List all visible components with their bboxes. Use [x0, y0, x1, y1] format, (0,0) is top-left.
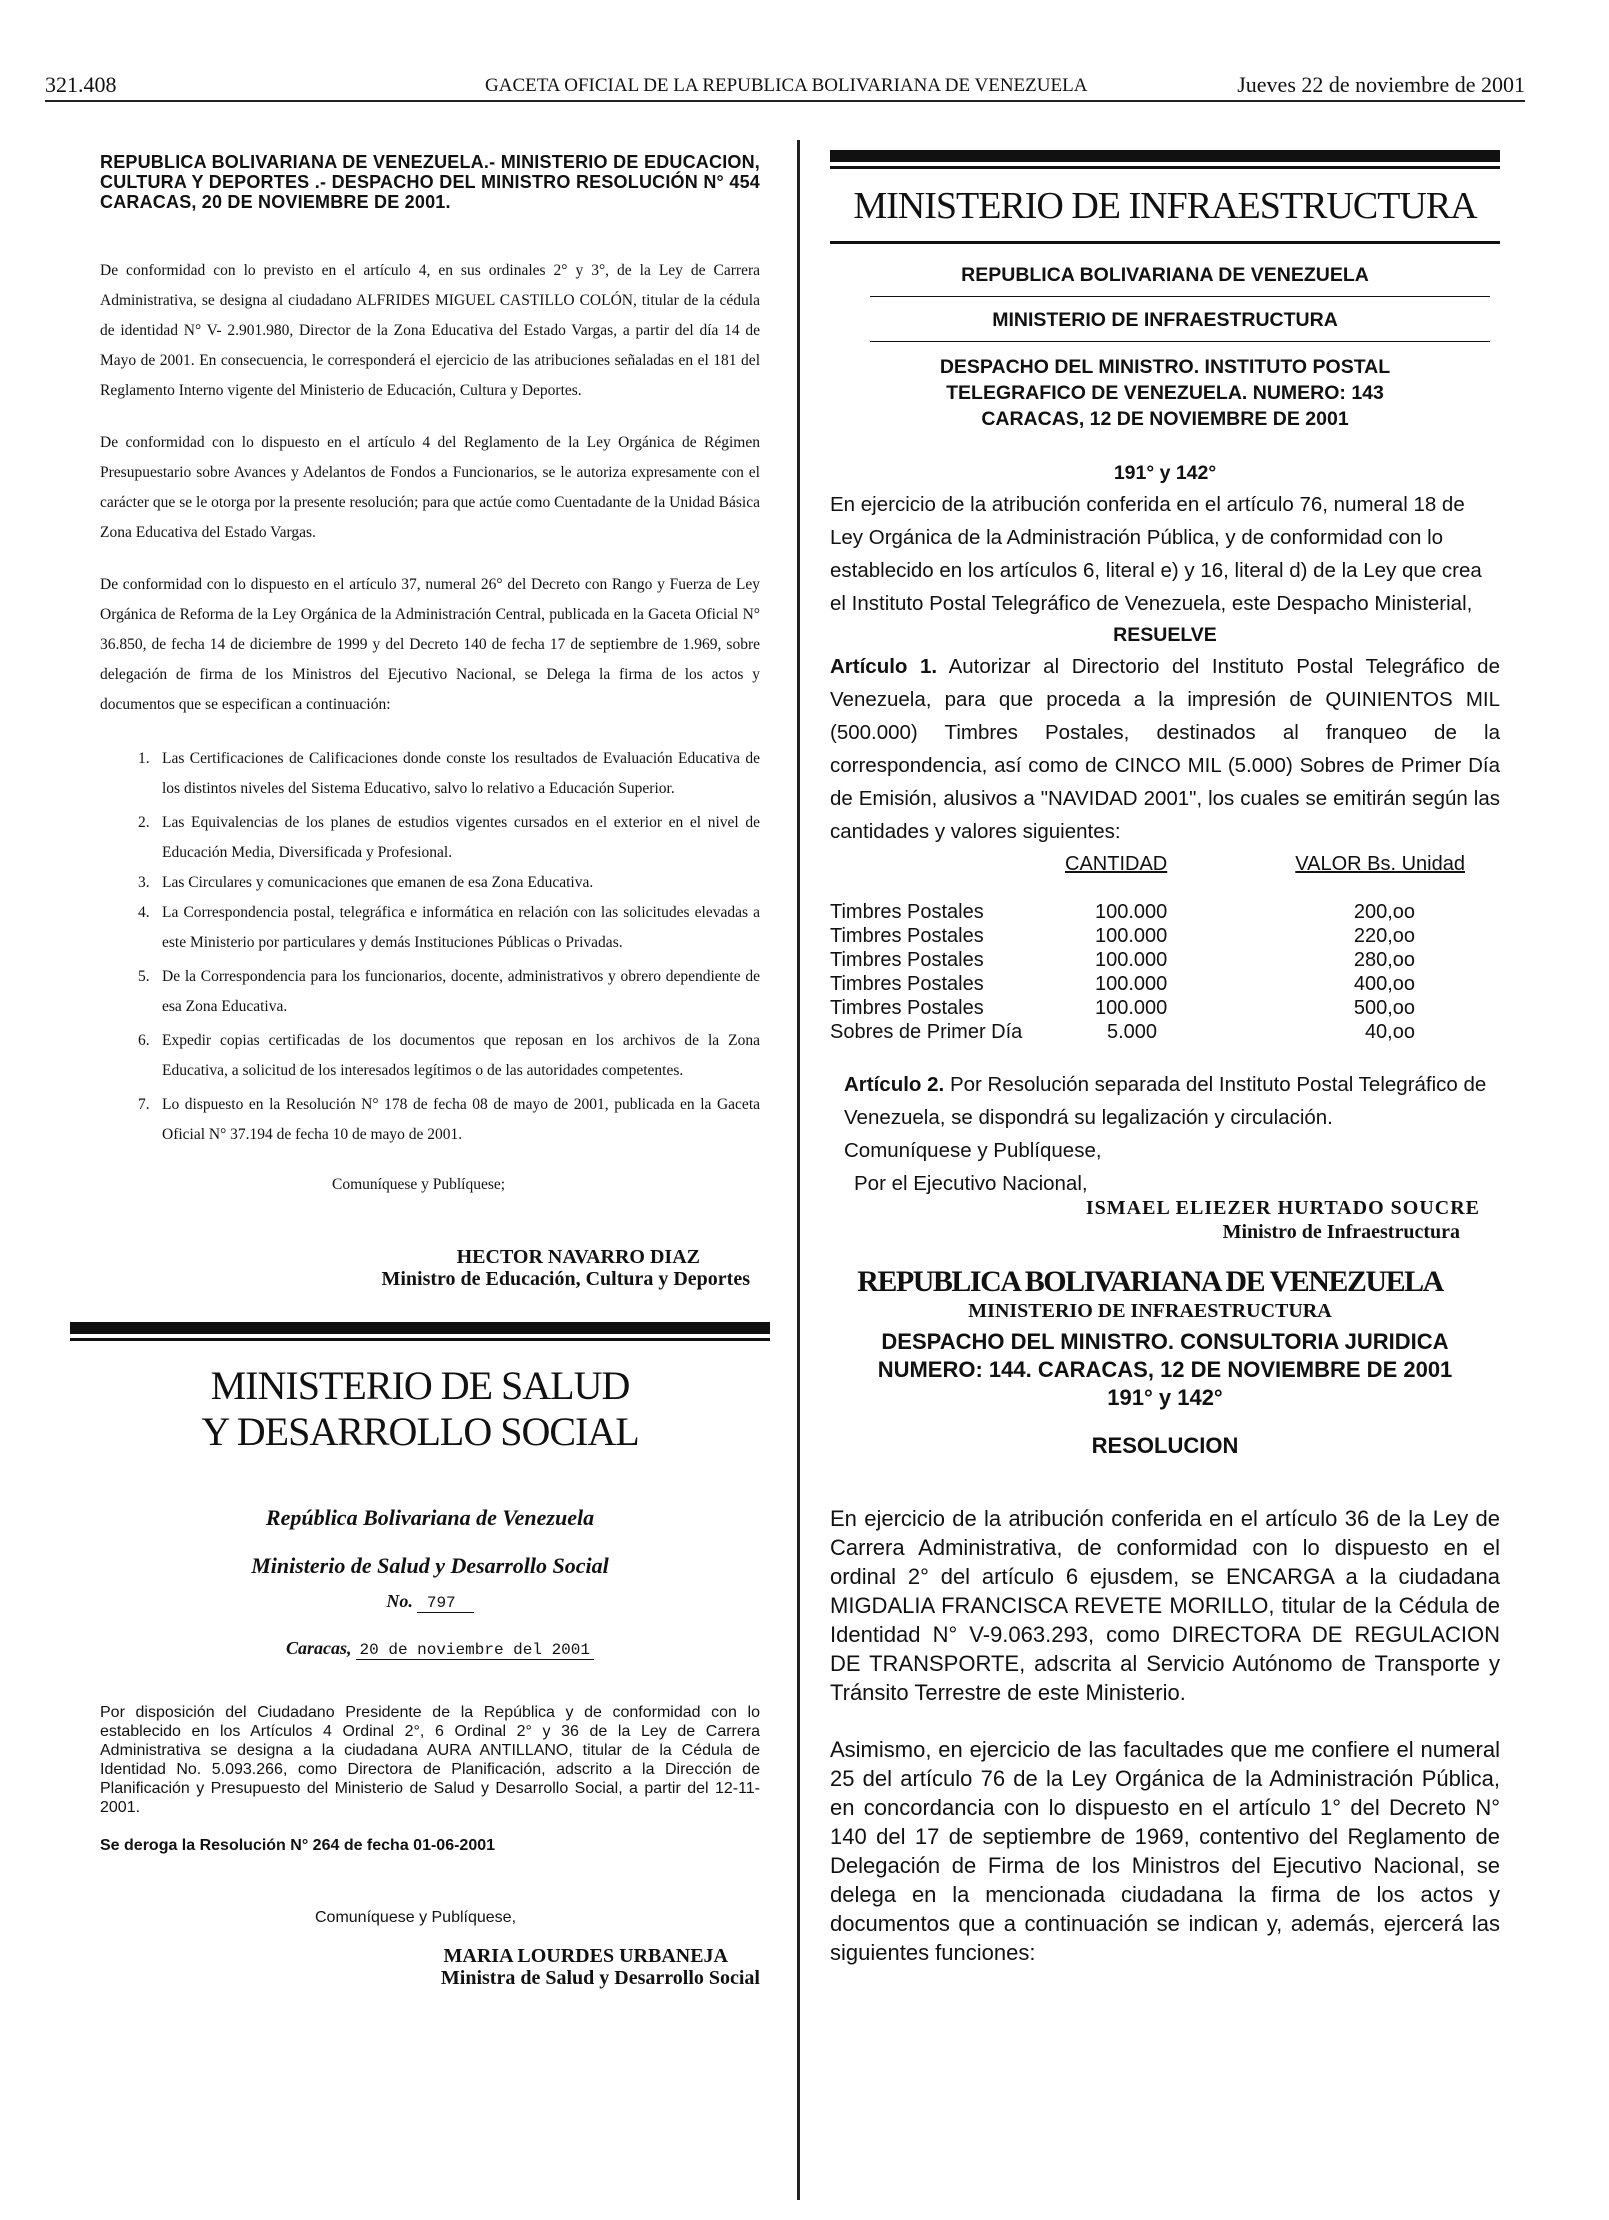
- table-row: Timbres Postales 100.000 200,oo: [830, 901, 1415, 923]
- educ-paragraph-1: De conformidad con lo previsto en el artículo 4, en sus ordinales 2° y 3°, de la Ley de Carrera Administrativa, se designa al ciudadano ALFRIDES MIGUEL CASTILLO COLÓN, titular de la cédula de identidad N° V- 2.901.980, Director de la Zona Educativa del Estado Vargas, a partir del día 14 de Mayo de 2001. En consecuencia, le corresponderá el ejercicio de las atribuciones señaladas en el 181 del Reglamento Interno vigente del Ministerio de Educación, Cultura y Deportes.: [100, 262, 760, 399]
- infra-ministry-title: MINISTERIO DE INFRAESTRUCTURA: [853, 185, 1477, 227]
- table-row: Timbres Postales 100.000 400,oo: [830, 973, 1415, 995]
- salud-paragraph-2: Se deroga la Resolución N° 264 de fecha 01-06-2001: [100, 1837, 496, 1854]
- issue-date: Jueves 22 de noviembre de 2001: [1237, 72, 1525, 97]
- infra-despacho2-line-1: DESPACHO DEL MINISTRO. CONSULTORIA JURIDICA: [881, 1329, 1449, 1354]
- list-item: 6. Expedir copias certificadas de los documentos que reposan en los archivos de la Zona Educativa, a solicitud de los interesados legítimos o de las autoridades competentes.: [138, 1032, 760, 1079]
- infra-signer-name: ISMAEL ELIEZER HURTADO SOUCRE: [1085, 1197, 1480, 1219]
- salud-script-republic: República Bolivariana de Venezuela: [265, 1505, 595, 1530]
- title-rule: [830, 241, 1500, 244]
- header-cantidad: CANTIDAD: [1065, 853, 1168, 875]
- left-column: [100, 150, 760, 1989]
- infra-ministry-2: MINISTERIO DE INFRAESTRUCTURA: [968, 1300, 1332, 1322]
- list-item: 1. Las Certificaciones de Calificaciones donde conste los resultados de Evaluación Educativa de los distintos niveles del Sistema Educativo, salvo lo relativo a Educación Superior.: [138, 750, 760, 797]
- educ-closing: Comuníquese y Publíquese;: [332, 1176, 506, 1193]
- educ-delegation-list: [100, 744, 760, 1150]
- salud-banner: [70, 1322, 770, 1455]
- infra-signature: [830, 1196, 1500, 1244]
- salud-ministry-title-1: MINISTERIO DE SALUD: [210, 1363, 630, 1408]
- infra-years-2: 191° y 142°: [1107, 1385, 1223, 1410]
- infra-republic: REPUBLICA BOLIVARIANA DE VENEZUELA: [961, 264, 1369, 286]
- infra-resolucion: RESOLUCION: [1091, 1433, 1239, 1458]
- table-row: Timbres Postales 100.000 280,oo: [830, 949, 1415, 971]
- salud-date-line: [100, 1638, 760, 1659]
- banner-thick-rule: [70, 1322, 770, 1334]
- column-divider: [797, 140, 800, 2200]
- salud-letterhead: [100, 1505, 760, 1659]
- salud-ministry-title-2: Y DESARROLLO SOCIAL: [201, 1409, 639, 1454]
- salud-script-ministry: Ministerio de Salud y Desarrollo Social: [251, 1553, 609, 1578]
- salud-paragraph-1: Por disposición del Ciudadano Presidente de la República y de conformidad con lo establecido en los Artículos 4 Ordinal 2°, 6 Ordinal 2° y 36 de la Ley de Carrera Administrativa se designa a la ciudadana AURA ANTILLANO, titular de la Cédula de Identidad No. 5.093.266, como Directora de Planificación, adscrito a la Dirección de Planificación y Presupuesto del Ministerio de Salud y Desarrollo Social, a partir del 12-11-2001.: [100, 1704, 760, 1816]
- list-item: 3. Las Circulares y comunicaciones que emanen de esa Zona Educativa.: [138, 874, 594, 891]
- infra-second-resolution-head: [830, 1264, 1500, 1460]
- header-rule: [45, 100, 1525, 102]
- salud-no-value: 797: [417, 1594, 474, 1613]
- article-2-text: Por Resolución separada del Instituto Postal Telegráfico de Venezuela, se dispondrá su legalización y circulación.: [844, 1073, 1487, 1129]
- table-row: Timbres Postales 100.000 220,oo: [830, 925, 1415, 947]
- infra-paragraph-1: En ejercicio de la atribución conferida en el artículo 76, numeral 18 de Ley Orgánica de la Administración Pública, y de conformidad con lo establecido en los artículos 6, literal e) y 16, literal d) de la Ley que crea el Instituto Postal Telegráfico de Venezuela, este Despacho Ministerial,: [830, 493, 1482, 615]
- infra-resuelve: RESUELVE: [1113, 624, 1217, 646]
- salud-city-label: Caracas,: [286, 1638, 352, 1658]
- infra-ministry: MINISTERIO DE INFRAESTRUCTURA: [992, 309, 1338, 331]
- infra-paragraph-3: Asimismo, en ejercicio de las facultades que me confiere el numeral 25 del artículo 76 de la Ley Orgánica de la Administración Pública, en concordancia con lo dispuesto en el artículo 1° del Decreto N° 140 del 17 de septiembre de 1969, contentivo del Reglamento de Delegación de Firma de los Ministros del Ejecutivo Nacional, se delega en la mencionada ciudadana la firma de los actos y documentos que a continuación se indican y, además, ejercerá las siguientes funciones:: [830, 1737, 1500, 1965]
- infra-despacho-line-1: DESPACHO DEL MINISTRO. INSTITUTO POSTAL: [939, 356, 1391, 378]
- banner-thin-rule: [70, 1338, 770, 1341]
- list-item: 7. Lo dispuesto en la Resolución N° 178 de fecha 08 de mayo de 2001, publicada en la Gaceta Oficial N° 37.194 de fecha 10 de mayo de 2001.: [138, 1096, 760, 1143]
- list-item: 5. De la Correspondencia para los funcionarios, docente, administrativos y obrero dependiente de esa Zona Educativa.: [138, 968, 760, 1015]
- rule: [870, 296, 1490, 297]
- table-header-row: [830, 852, 1465, 876]
- salud-signer-title: Ministra de Salud y Desarrollo Social: [440, 1967, 760, 1989]
- infra-paragraph-2: En ejercicio de la atribución conferida en el artículo 36 de la Ley de Carrera Administrativa, de conformidad con lo dispuesto en el ordinal 2° del artículo 6 ejusdem, se ENCARGA a la ciudadana MIGDALIA FRANCISCA REVETE MORILLO, titular de la Cédula de Identidad N° V-9.063.293, como DIRECTORA DE REGULACION DE TRANSPORTE, adscrita al Servicio Autónomo de Transporte y Tránsito Terrestre de este Ministerio.: [830, 1506, 1500, 1705]
- educ-paragraph-2: De conformidad con lo dispuesto en el artículo 4 del Reglamento de la Ley Orgánica de Régimen Presupuestario sobre Avances y Adelantos de Fondos a Funcionarios, se le autoriza expresamente con el carácter que se le otorga por la presente resolución; para que actúe como Cuentadante de la Unidad Básica Zona Educativa del Estado Vargas.: [100, 434, 760, 541]
- infra-republic-2: REPUBLICA BOLIVARIANA DE VENEZUELA: [857, 1265, 1443, 1298]
- educ-signer-name: HECTOR NAVARRO DIAZ: [456, 1246, 700, 1268]
- salud-signature: [100, 1945, 760, 1989]
- infra-closing-1: Comuníquese y Publíquese,: [844, 1139, 1102, 1162]
- article-1-label: Artículo 1.: [830, 655, 938, 678]
- list-item: 4. La Correspondencia postal, telegráfica e informática en relación con las solicitudes elevadas a este Ministerio por particulares y demás Instituciones Públicas o Privadas.: [138, 904, 760, 951]
- educ-signer-title: Ministro de Educación, Cultura y Deportes: [381, 1268, 750, 1290]
- infra-article-1: [830, 650, 1500, 848]
- educ-paragraph-3: De conformidad con lo dispuesto en el artículo 37, numeral 26° del Decreto con Rango y Fuerza de Ley Orgánica de Reforma de la Ley Orgánica de la Administración Central, publicada en la Gaceta Oficial N° 36.850, de fecha 14 de diciembre de 1999 y del Decreto 140 de fecha 17 de septiembre de 1.969, sobre delegación de firma de los Ministros del Ejecutivo Nacional, se Delega la firma de los actos y documentos que se especifican a continuación:: [100, 576, 760, 713]
- infra-years: 191° y 142°: [1113, 462, 1217, 484]
- rule: [870, 341, 1490, 342]
- header-valor: VALOR Bs. Unidad: [1295, 853, 1465, 875]
- page-number: 321.408: [45, 72, 117, 97]
- salud-resolution-number: [100, 1591, 760, 1612]
- salud-signer-name: MARIA LOURDES URBANEJA: [443, 1945, 728, 1967]
- infra-despacho-line-3: CARACAS, 12 DE NOVIEMBRE DE 2001: [981, 408, 1349, 430]
- infra-article-2: [830, 1068, 1500, 1134]
- banner-thin-rule: [830, 166, 1500, 169]
- gazette-title: GACETA OFICIAL DE LA REPUBLICA BOLIVARIANA DE VENEZUELA: [485, 75, 1088, 96]
- infra-closing-2: Por el Ejecutivo Nacional,: [854, 1172, 1088, 1195]
- table-row: Sobres de Primer Día 5.000 40,oo: [830, 1021, 1415, 1043]
- table-row: Timbres Postales 100.000 500,oo: [830, 997, 1415, 1019]
- list-item: 2. Las Equivalencias de los planes de estudios vigentes cursados en el exterior en el nivel de Educación Media, Diversificada y Profesional.: [138, 814, 760, 861]
- right-column: [830, 150, 1500, 1967]
- infra-despacho-line-2: TELEGRAFICO DE VENEZUELA. NUMERO: 143: [946, 382, 1384, 404]
- salud-no-label: No.: [386, 1591, 413, 1611]
- infra-despacho2-line-2: NUMERO: 144. CARACAS, 12 DE NOVIEMBRE DE 2001: [877, 1357, 1453, 1382]
- salud-date-value: 20 de noviembre del 2001: [356, 1641, 594, 1660]
- page-header: [45, 72, 1525, 102]
- educ-signature: [100, 1246, 760, 1290]
- educ-heading: REPUBLICA BOLIVARIANA DE VENEZUELA.- MINISTERIO DE EDUCACION, CULTURA Y DEPORTES .- DESPACHO DEL MINISTRO RESOLUCIÓN N° 454 CARACAS, 20 DE NOVIEMBRE DE 2001.: [100, 152, 760, 212]
- banner-thick-rule: [830, 150, 1500, 162]
- salud-closing: Comuníquese y Publíquese,: [315, 1909, 517, 1926]
- article-1-text: Autorizar al Directorio del Instituto Postal Telegráfico de Venezuela, para que proceda a la impresión de QUINIENTOS MIL (500.000) Timbres Postales, destinados al franqueo de la correspondencia, así como de CINCO MIL (5.000) Sobres de Primer Día de Emisión, alusivos a "NAVIDAD 2001", los cuales se emitirán según las cantidades y valores siguientes:: [830, 655, 1500, 843]
- article-2-label: Artículo 2.: [844, 1073, 945, 1096]
- stamps-table: [830, 852, 1465, 1044]
- infra-signer-title: Ministro de Infraestructura: [1222, 1221, 1460, 1243]
